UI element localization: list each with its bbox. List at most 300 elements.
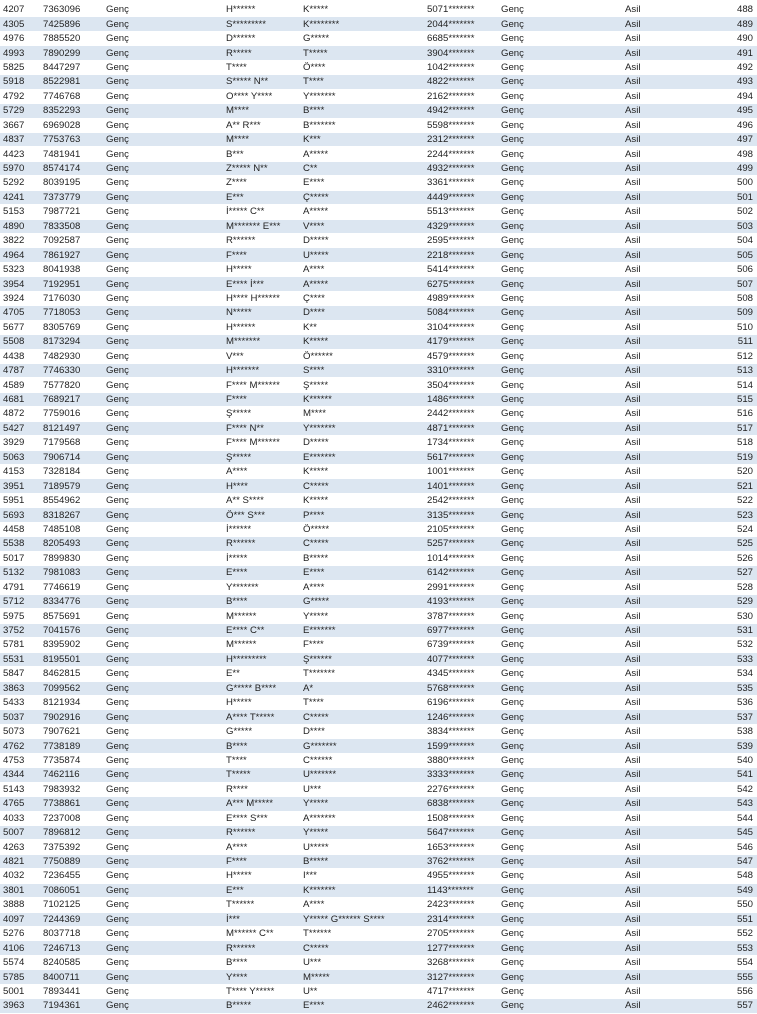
id-cell: 4753 — [0, 753, 40, 767]
group-cell: Genç — [498, 363, 622, 377]
index-cell: 504 — [683, 234, 757, 248]
last-name-cell: Y***** — [300, 609, 424, 623]
number-cell: 7890299 — [40, 46, 103, 60]
category-cell: Genç — [103, 31, 223, 45]
type-cell: Asil — [622, 594, 683, 608]
number-cell: 7041576 — [40, 623, 103, 637]
type-cell: Asil — [622, 927, 683, 941]
type-cell: Asil — [622, 609, 683, 623]
type-cell: Asil — [622, 652, 683, 666]
index-cell: 538 — [683, 724, 757, 738]
category-cell: Genç — [103, 970, 223, 984]
id-cell: 5847 — [0, 667, 40, 681]
group-cell: Genç — [498, 335, 622, 349]
last-name-cell: I*** — [300, 869, 424, 883]
number-cell: 7237008 — [40, 811, 103, 825]
group-cell: Genç — [498, 60, 622, 74]
table-row — [0, 60, 757, 74]
number-cell: 7179568 — [40, 436, 103, 450]
first-name-cell: B*** — [223, 147, 300, 161]
table-row — [0, 840, 757, 854]
table-row — [0, 465, 757, 479]
index-cell: 533 — [683, 652, 757, 666]
first-name-cell: T***** — [223, 768, 300, 782]
masked-number-cell: 4871******* — [424, 421, 498, 435]
table-row — [0, 970, 757, 984]
index-cell: 498 — [683, 147, 757, 161]
number-cell: 7983932 — [40, 782, 103, 796]
id-cell: 5323 — [0, 262, 40, 276]
first-name-cell: İ****** — [223, 522, 300, 536]
id-cell: 4458 — [0, 522, 40, 536]
category-cell: Genç — [103, 75, 223, 89]
first-name-cell: H**** H****** — [223, 291, 300, 305]
id-cell: 4765 — [0, 797, 40, 811]
masked-number-cell: 4942******* — [424, 104, 498, 118]
type-cell: Asil — [622, 407, 683, 421]
category-cell: Genç — [103, 363, 223, 377]
number-cell: 8305769 — [40, 320, 103, 334]
table-row — [0, 927, 757, 941]
index-cell: 544 — [683, 811, 757, 825]
masked-number-cell: 4345******* — [424, 667, 498, 681]
group-cell: Genç — [498, 782, 622, 796]
category-cell: Genç — [103, 594, 223, 608]
group-cell: Genç — [498, 392, 622, 406]
last-name-cell: A***** — [300, 147, 424, 161]
masked-number-cell: 3127******* — [424, 970, 498, 984]
number-cell: 7425896 — [40, 17, 103, 31]
last-name-cell: A***** — [300, 277, 424, 291]
number-cell: 7746768 — [40, 89, 103, 103]
first-name-cell: M****** — [223, 609, 300, 623]
group-cell: Genç — [498, 681, 622, 695]
number-cell: 7902916 — [40, 710, 103, 724]
masked-number-cell: 3361******* — [424, 176, 498, 190]
table-row — [0, 580, 757, 594]
table-row — [0, 349, 757, 363]
id-cell: 3752 — [0, 623, 40, 637]
table-row — [0, 378, 757, 392]
group-cell: Genç — [498, 696, 622, 710]
index-cell: 497 — [683, 132, 757, 146]
table-row — [0, 161, 757, 175]
masked-number-cell: 2991******* — [424, 580, 498, 594]
id-cell: 4890 — [0, 219, 40, 233]
id-cell: 5017 — [0, 551, 40, 565]
masked-number-cell: 2595******* — [424, 234, 498, 248]
table-row — [0, 652, 757, 666]
type-cell: Asil — [622, 421, 683, 435]
number-cell: 7099562 — [40, 681, 103, 695]
type-cell: Asil — [622, 291, 683, 305]
category-cell: Genç — [103, 955, 223, 969]
number-cell: 8334776 — [40, 594, 103, 608]
index-cell: 517 — [683, 421, 757, 435]
table-row — [0, 898, 757, 912]
first-name-cell: O**** Y**** — [223, 89, 300, 103]
type-cell: Asil — [622, 898, 683, 912]
number-cell: 7833508 — [40, 219, 103, 233]
last-name-cell: A***** — [300, 205, 424, 219]
last-name-cell: Y******* — [300, 421, 424, 435]
type-cell: Asil — [622, 46, 683, 60]
index-cell: 542 — [683, 782, 757, 796]
category-cell: Genç — [103, 782, 223, 796]
number-cell: 8195501 — [40, 652, 103, 666]
number-cell: 7577820 — [40, 378, 103, 392]
masked-number-cell: 4822******* — [424, 75, 498, 89]
last-name-cell: Y***** G****** S**** — [300, 912, 424, 926]
id-cell: 4423 — [0, 147, 40, 161]
group-cell: Genç — [498, 667, 622, 681]
masked-number-cell: 1001******* — [424, 465, 498, 479]
table-row — [0, 984, 757, 998]
last-name-cell: B***** — [300, 854, 424, 868]
id-cell: 5508 — [0, 335, 40, 349]
group-cell: Genç — [498, 551, 622, 565]
first-name-cell: M******* — [223, 335, 300, 349]
last-name-cell: T******* — [300, 667, 424, 681]
first-name-cell: F**** M****** — [223, 378, 300, 392]
last-name-cell: M***** — [300, 970, 424, 984]
masked-number-cell: 3904******* — [424, 46, 498, 60]
group-cell: Genç — [498, 407, 622, 421]
index-cell: 531 — [683, 623, 757, 637]
first-name-cell: F**** M****** — [223, 436, 300, 450]
index-cell: 557 — [683, 999, 757, 1013]
index-cell: 494 — [683, 89, 757, 103]
first-name-cell: A**** — [223, 840, 300, 854]
table-row — [0, 999, 757, 1013]
first-name-cell: H***** — [223, 869, 300, 883]
first-name-cell: T****** — [223, 898, 300, 912]
last-name-cell: U***** — [300, 840, 424, 854]
masked-number-cell: 6739******* — [424, 638, 498, 652]
id-cell: 3888 — [0, 898, 40, 912]
type-cell: Asil — [622, 75, 683, 89]
index-cell: 547 — [683, 854, 757, 868]
group-cell: Genç — [498, 248, 622, 262]
table-row — [0, 551, 757, 565]
last-name-cell: Y******* — [300, 89, 424, 103]
number-cell: 8352293 — [40, 104, 103, 118]
group-cell: Genç — [498, 883, 622, 897]
group-cell: Genç — [498, 262, 622, 276]
index-cell: 539 — [683, 739, 757, 753]
table-row — [0, 436, 757, 450]
index-cell: 537 — [683, 710, 757, 724]
last-name-cell: E**** — [300, 176, 424, 190]
masked-number-cell: 5084******* — [424, 306, 498, 320]
table-row — [0, 17, 757, 31]
masked-number-cell: 2105******* — [424, 522, 498, 536]
table-row — [0, 104, 757, 118]
first-name-cell: E**** S*** — [223, 811, 300, 825]
type-cell: Asil — [622, 724, 683, 738]
category-cell: Genç — [103, 667, 223, 681]
type-cell: Asil — [622, 638, 683, 652]
group-cell: Genç — [498, 566, 622, 580]
last-name-cell: M**** — [300, 407, 424, 421]
type-cell: Asil — [622, 104, 683, 118]
category-cell: Genç — [103, 638, 223, 652]
index-cell: 536 — [683, 696, 757, 710]
last-name-cell: K*** — [300, 132, 424, 146]
last-name-cell: C***** — [300, 710, 424, 724]
category-cell: Genç — [103, 696, 223, 710]
id-cell: 5677 — [0, 320, 40, 334]
category-cell: Genç — [103, 840, 223, 854]
masked-number-cell: 2442******* — [424, 407, 498, 421]
type-cell: Asil — [622, 551, 683, 565]
group-cell: Genç — [498, 652, 622, 666]
index-cell: 524 — [683, 522, 757, 536]
number-cell: 8205493 — [40, 537, 103, 551]
masked-number-cell: 4717******* — [424, 984, 498, 998]
group-cell: Genç — [498, 104, 622, 118]
first-name-cell: H******* — [223, 363, 300, 377]
category-cell: Genç — [103, 176, 223, 190]
id-cell: 4705 — [0, 306, 40, 320]
first-name-cell: Ş***** — [223, 450, 300, 464]
table-row — [0, 320, 757, 334]
type-cell: Asil — [622, 363, 683, 377]
id-cell: 4964 — [0, 248, 40, 262]
table-row — [0, 710, 757, 724]
masked-number-cell: 4077******* — [424, 652, 498, 666]
group-cell: Genç — [498, 190, 622, 204]
category-cell: Genç — [103, 797, 223, 811]
last-name-cell: U*** — [300, 955, 424, 969]
id-cell: 4821 — [0, 854, 40, 868]
id-cell: 4032 — [0, 869, 40, 883]
table-row — [0, 811, 757, 825]
first-name-cell: V*** — [223, 349, 300, 363]
type-cell: Asil — [622, 566, 683, 580]
index-cell: 530 — [683, 609, 757, 623]
category-cell: Genç — [103, 219, 223, 233]
index-cell: 493 — [683, 75, 757, 89]
type-cell: Asil — [622, 31, 683, 45]
number-cell: 7363096 — [40, 3, 103, 17]
table-row — [0, 190, 757, 204]
group-cell: Genç — [498, 89, 622, 103]
first-name-cell: G***** — [223, 724, 300, 738]
last-name-cell: A* — [300, 681, 424, 695]
table-row — [0, 508, 757, 522]
index-cell: 500 — [683, 176, 757, 190]
number-cell: 7462116 — [40, 768, 103, 782]
category-cell: Genç — [103, 739, 223, 753]
index-cell: 543 — [683, 797, 757, 811]
masked-number-cell: 2244******* — [424, 147, 498, 161]
id-cell: 3954 — [0, 277, 40, 291]
last-name-cell: T***** — [300, 46, 424, 60]
id-cell: 3924 — [0, 291, 40, 305]
last-name-cell: D**** — [300, 306, 424, 320]
index-cell: 540 — [683, 753, 757, 767]
last-name-cell: K***** — [300, 3, 424, 17]
index-cell: 526 — [683, 551, 757, 565]
number-cell: 7987721 — [40, 205, 103, 219]
index-cell: 490 — [683, 31, 757, 45]
index-cell: 550 — [683, 898, 757, 912]
first-name-cell: A*** M***** — [223, 797, 300, 811]
table-row — [0, 46, 757, 60]
index-cell: 548 — [683, 869, 757, 883]
category-cell: Genç — [103, 710, 223, 724]
last-name-cell: D***** — [300, 436, 424, 450]
type-cell: Asil — [622, 797, 683, 811]
masked-number-cell: 5617******* — [424, 450, 498, 464]
masked-number-cell: 2542******* — [424, 493, 498, 507]
type-cell: Asil — [622, 349, 683, 363]
first-name-cell: E*** — [223, 883, 300, 897]
category-cell: Genç — [103, 941, 223, 955]
number-cell: 8240585 — [40, 955, 103, 969]
first-name-cell: N***** — [223, 306, 300, 320]
id-cell: 4681 — [0, 392, 40, 406]
type-cell: Asil — [622, 522, 683, 536]
first-name-cell: H********* — [223, 652, 300, 666]
index-cell: 520 — [683, 465, 757, 479]
group-cell: Genç — [498, 465, 622, 479]
index-cell: 516 — [683, 407, 757, 421]
type-cell: Asil — [622, 277, 683, 291]
last-name-cell: K***** — [300, 493, 424, 507]
group-cell: Genç — [498, 768, 622, 782]
group-cell: Genç — [498, 594, 622, 608]
table-row — [0, 450, 757, 464]
type-cell: Asil — [622, 205, 683, 219]
masked-number-cell: 1486******* — [424, 392, 498, 406]
table-row — [0, 262, 757, 276]
table-row — [0, 493, 757, 507]
type-cell: Asil — [622, 147, 683, 161]
last-name-cell: G***** — [300, 31, 424, 45]
masked-number-cell: 3787******* — [424, 609, 498, 623]
first-name-cell: İ***** — [223, 551, 300, 565]
category-cell: Genç — [103, 768, 223, 782]
id-cell: 5712 — [0, 594, 40, 608]
table-row — [0, 883, 757, 897]
category-cell: Genç — [103, 320, 223, 334]
category-cell: Genç — [103, 190, 223, 204]
type-cell: Asil — [622, 161, 683, 175]
id-cell: 4263 — [0, 840, 40, 854]
table-row — [0, 75, 757, 89]
last-name-cell: E**** — [300, 566, 424, 580]
table-row — [0, 118, 757, 132]
first-name-cell: T**** Y***** — [223, 984, 300, 998]
group-cell: Genç — [498, 927, 622, 941]
first-name-cell: D****** — [223, 31, 300, 45]
number-cell: 8039195 — [40, 176, 103, 190]
type-cell: Asil — [622, 392, 683, 406]
table-row — [0, 363, 757, 377]
masked-number-cell: 4955******* — [424, 869, 498, 883]
number-cell: 7738861 — [40, 797, 103, 811]
first-name-cell: H****** — [223, 3, 300, 17]
last-name-cell: E**** — [300, 999, 424, 1013]
last-name-cell: B**** — [300, 104, 424, 118]
first-name-cell: M****** — [223, 638, 300, 652]
index-cell: 506 — [683, 262, 757, 276]
type-cell: Asil — [622, 869, 683, 883]
index-cell: 492 — [683, 60, 757, 74]
index-cell: 510 — [683, 320, 757, 334]
table-row — [0, 667, 757, 681]
id-cell: 5292 — [0, 176, 40, 190]
masked-number-cell: 2276******* — [424, 782, 498, 796]
table-row — [0, 854, 757, 868]
index-cell: 523 — [683, 508, 757, 522]
category-cell: Genç — [103, 537, 223, 551]
last-name-cell: U** — [300, 984, 424, 998]
last-name-cell: K****** — [300, 392, 424, 406]
number-cell: 7375392 — [40, 840, 103, 854]
last-name-cell: K** — [300, 320, 424, 334]
type-cell: Asil — [622, 436, 683, 450]
type-cell: Asil — [622, 465, 683, 479]
first-name-cell: İ***** C** — [223, 205, 300, 219]
index-cell: 552 — [683, 927, 757, 941]
last-name-cell: C***** — [300, 479, 424, 493]
table-row — [0, 205, 757, 219]
table-row — [0, 638, 757, 652]
masked-number-cell: 3834******* — [424, 724, 498, 738]
category-cell: Genç — [103, 566, 223, 580]
group-cell: Genç — [498, 17, 622, 31]
id-cell: 4792 — [0, 89, 40, 103]
category-cell: Genç — [103, 277, 223, 291]
table-row — [0, 277, 757, 291]
first-name-cell: S***** N** — [223, 75, 300, 89]
last-name-cell: Ş***** — [300, 378, 424, 392]
masked-number-cell: 6142******* — [424, 566, 498, 580]
first-name-cell: S********* — [223, 17, 300, 31]
category-cell: Genç — [103, 147, 223, 161]
type-cell: Asil — [622, 623, 683, 637]
group-cell: Genç — [498, 710, 622, 724]
table-row — [0, 594, 757, 608]
category-cell: Genç — [103, 436, 223, 450]
table-row — [0, 696, 757, 710]
table-row — [0, 941, 757, 955]
table-row — [0, 306, 757, 320]
number-cell: 7746330 — [40, 363, 103, 377]
last-name-cell: Ö****** — [300, 349, 424, 363]
category-cell: Genç — [103, 999, 223, 1013]
group-cell: Genç — [498, 854, 622, 868]
id-cell: 5729 — [0, 104, 40, 118]
group-cell: Genç — [498, 75, 622, 89]
last-name-cell: C** — [300, 161, 424, 175]
id-cell: 4305 — [0, 17, 40, 31]
first-name-cell: R****** — [223, 825, 300, 839]
category-cell: Genç — [103, 724, 223, 738]
first-name-cell: H**** — [223, 479, 300, 493]
first-name-cell: A**** — [223, 465, 300, 479]
category-cell: Genç — [103, 407, 223, 421]
category-cell: Genç — [103, 291, 223, 305]
table-row — [0, 768, 757, 782]
type-cell: Asil — [622, 132, 683, 146]
table-row — [0, 219, 757, 233]
masked-number-cell: 1014******* — [424, 551, 498, 565]
type-cell: Asil — [622, 782, 683, 796]
